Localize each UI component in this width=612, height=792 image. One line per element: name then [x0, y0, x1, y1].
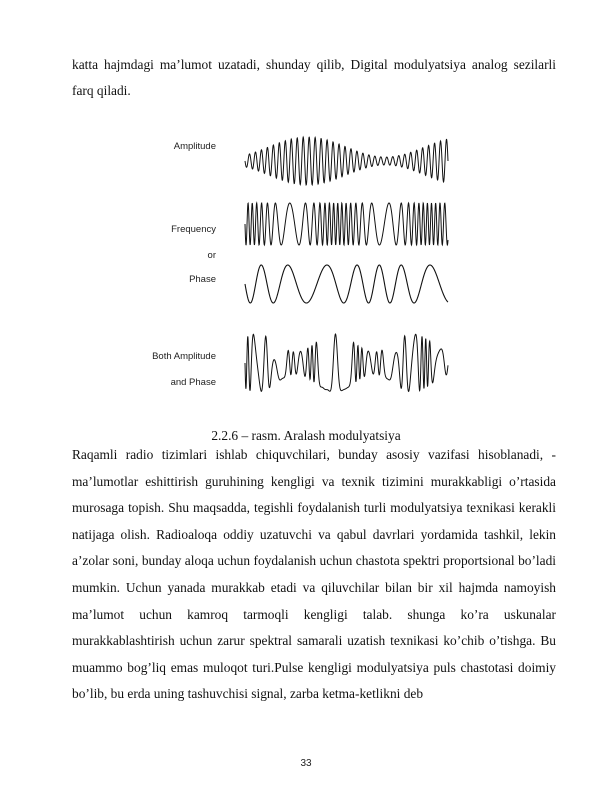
label-both-amplitude: Both Amplitude — [152, 351, 216, 362]
modulation-diagram — [150, 125, 460, 400]
label-amplitude: Amplitude — [173, 141, 216, 152]
label-phase: Phase — [189, 274, 216, 285]
label-and-phase: and Phase — [170, 377, 216, 388]
body-paragraph: Raqamli radio tizimlari ishlab chiquvchilari, bunday asosiy vazifasi hisoblanadi, - ma’lumotlar eshittirish guruhining kengligi va texnik tizimini murakkabligi o’rtasida murosaga topish. Shu maqsadda, tegishli foydalanish turli modulyatsiya texnikasi kerakli natijaga olish. Radioaloqa oddiy uzatuvchi va qabul davrlari yordamida tashkil, lekin a’zolar soni, bunday aloqa uchun foydalanish uchun chastota spektri proportsional bo’ladi mumkin. Uchun yanada murakkab etadi va qiluvchilar bilan bir xil hajmda namoyish ma’lumot uchun kamroq tarmoqli kengligi talab. shunga ko’ra uskunalar murakkablashtirish uchun zarur spektral samarali uzatish texnikasi ko’chib o’tishga. Bu muammo bog’liq emas muloqot turi.Pulse kengligi modulyatsiya puls chastotasi doimiy bo’lib, bu erda uning tashuvchisi signal, zarba ketma-ketlikni deb — [72, 447, 556, 702]
label-or: or — [207, 250, 216, 261]
figure-caption: 2.2.6 – rasm. Aralash modulyatsiya — [211, 428, 401, 443]
page-number: 33 — [300, 758, 312, 769]
intro-paragraph: katta hajmdagi ma’lumot uzatadi, shunday qilib, Digital modulyatsiya analog sezilarli farq qiladi. — [72, 57, 556, 98]
modulation-figure — [150, 125, 460, 400]
label-frequency: Frequency — [171, 224, 216, 235]
phase-modulated-wave — [245, 265, 448, 303]
amplitude-and-phase-modulated-wave — [245, 334, 448, 391]
amplitude-modulated-wave — [245, 137, 448, 185]
frequency-modulated-wave — [245, 203, 448, 245]
